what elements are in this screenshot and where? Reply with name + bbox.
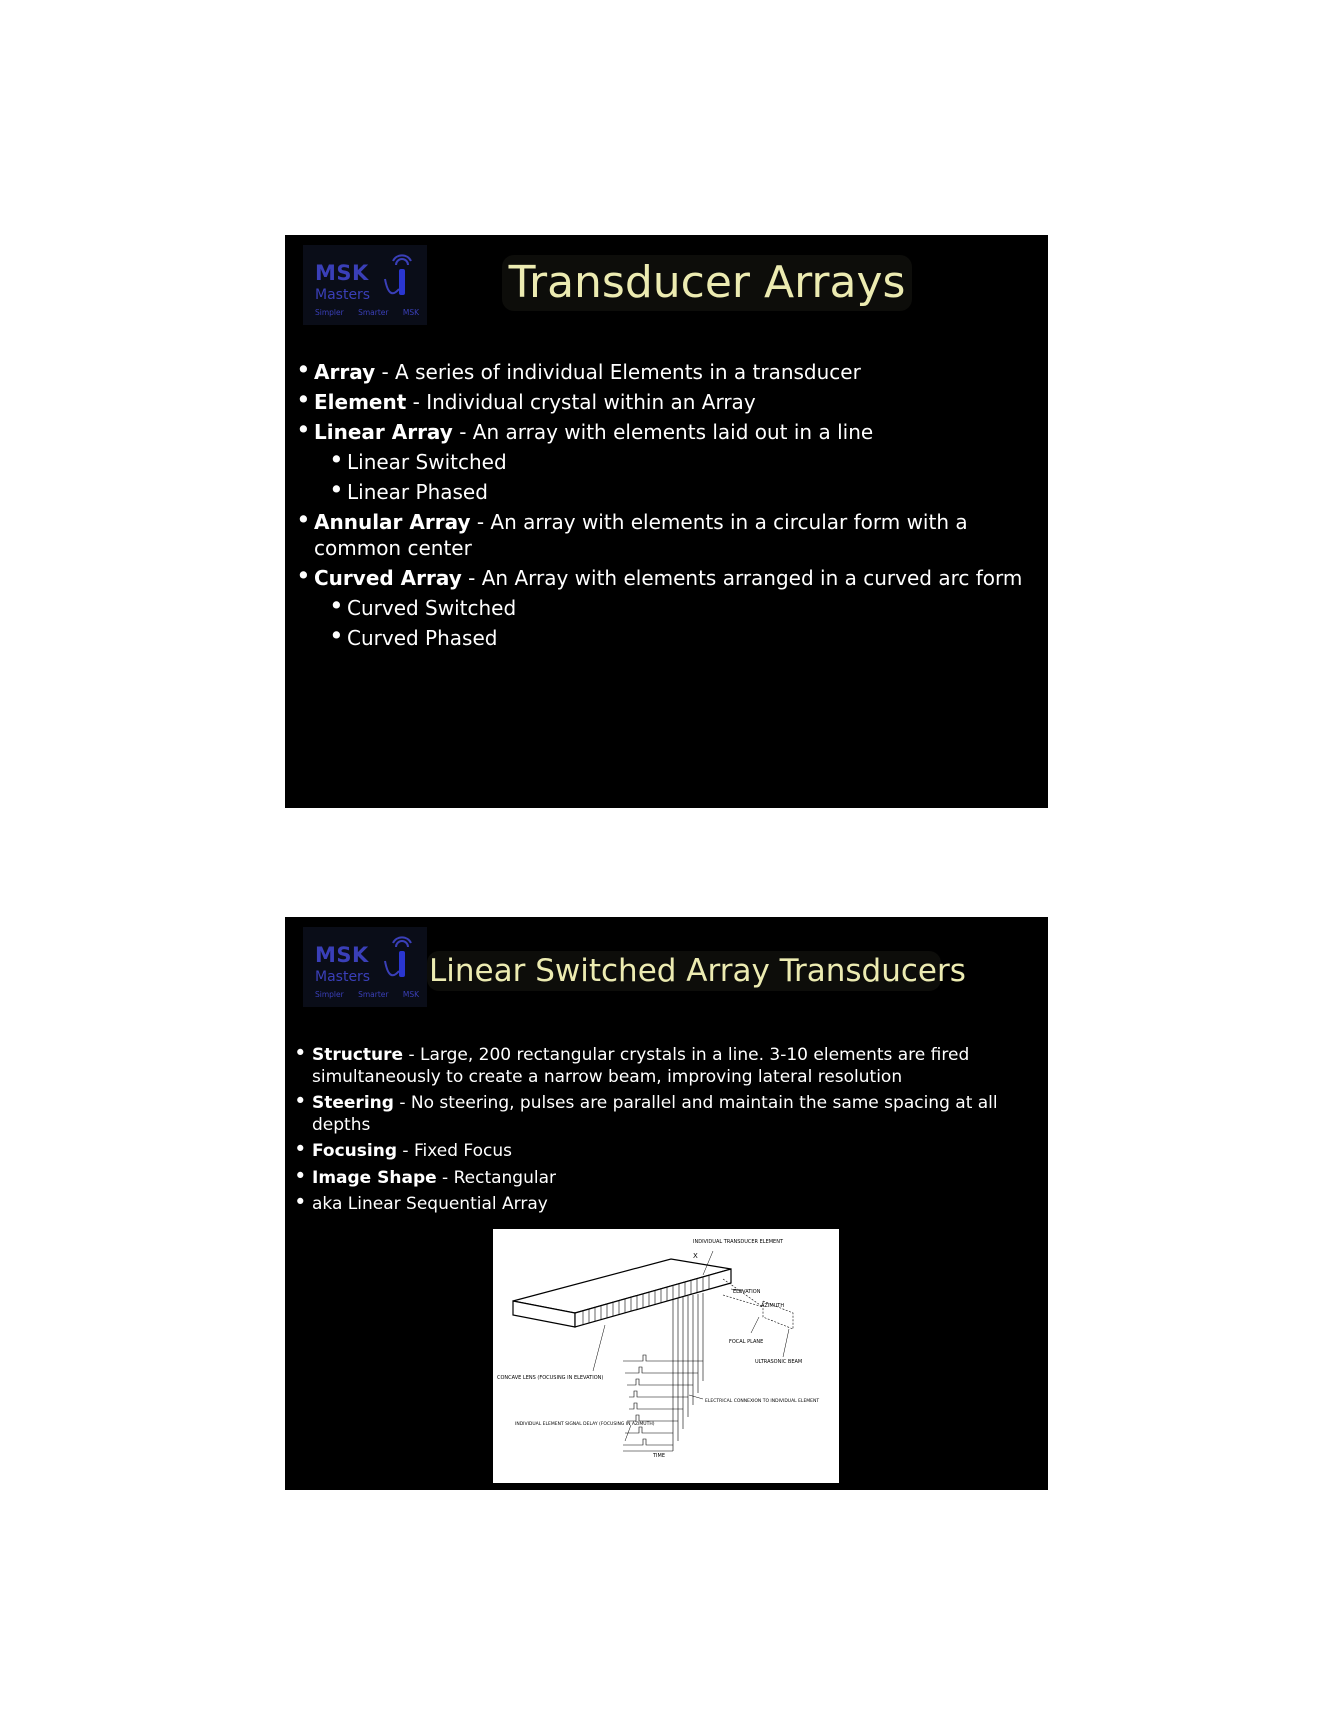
bullet-item: • Array - A series of individual Elements in a transducer	[314, 359, 1044, 385]
sub-bullet-item: • Linear Switched	[347, 449, 1044, 475]
bullet-item: • Curved Array - An Array with elements arranged in a curved arc form	[314, 565, 1044, 591]
label-delay: INDIVIDUAL ELEMENT SIGNAL DELAY (FOCUSING IN AZIMUTH)	[515, 1422, 655, 1427]
msk-masters-logo	[303, 245, 427, 325]
label-azimuth: AZIMUTH	[761, 1303, 785, 1309]
label-connection: ELECTRICAL CONNEXION TO INDIVIDUAL ELEMENT	[705, 1399, 820, 1404]
label-element-x: X	[693, 1252, 698, 1260]
sub-bullet-item: • Curved Switched	[347, 595, 1044, 621]
bullet-item: • Steering - No steering, pulses are parallel and maintain the same spacing at all depths	[312, 1093, 1042, 1136]
slide-title: Transducer Arrays	[502, 255, 912, 311]
bullet-item: • aka Linear Sequential Array	[312, 1194, 1042, 1216]
slide-title: Linear Switched Array Transducers	[429, 953, 966, 989]
bullet-item: • Element - Individual crystal within an Array	[314, 389, 1044, 415]
logo-tagline: Simpler Smarter MSK	[315, 990, 419, 999]
bullet-item: • Focusing - Fixed Focus	[312, 1141, 1042, 1163]
logo-masters-text: Masters	[315, 287, 371, 303]
linear-array-diagram	[493, 1229, 839, 1483]
bullet-item: • Structure - Large, 200 rectangular crystals in a line. 3-10 elements are fired simultaneously to create a narrow beam, improving lateral resolution	[312, 1045, 1042, 1088]
label-elevation: ELEVATION	[733, 1289, 761, 1295]
msk-masters-logo	[303, 927, 427, 1007]
logo-msk-text: MSK	[315, 261, 369, 285]
bullet-item: • Linear Array - An array with elements laid out in a line	[314, 419, 1044, 445]
sub-bullet-item: • Linear Phased	[347, 479, 1044, 505]
label-time: TIME	[653, 1453, 666, 1459]
bullet-item: • Image Shape - Rectangular	[312, 1168, 1042, 1190]
bullet-list	[314, 359, 1044, 655]
ultrasound-probe-icon	[379, 251, 419, 307]
slide-transducer-arrays	[285, 235, 1048, 808]
logo-masters-text: Masters	[315, 969, 371, 985]
label-element: INDIVIDUAL TRANSDUCER ELEMENT	[693, 1239, 783, 1245]
logo-msk-text: MSK	[315, 943, 369, 967]
logo-tagline: Simpler Smarter MSK	[315, 308, 419, 317]
ultrasound-probe-icon	[379, 933, 419, 989]
label-focal-plane: FOCAL PLANE	[729, 1339, 764, 1345]
bullet-list	[312, 1045, 1042, 1221]
bullet-item: • Annular Array - An array with elements in a circular form with a common center	[314, 509, 1044, 561]
label-lens: CONCAVE LENS (FOCUSING IN ELEVATION)	[497, 1375, 604, 1381]
slide-linear-switched	[285, 917, 1048, 1490]
sub-bullet-item: • Curved Phased	[347, 625, 1044, 651]
label-beam: ULTRASONIC BEAM	[755, 1359, 803, 1365]
